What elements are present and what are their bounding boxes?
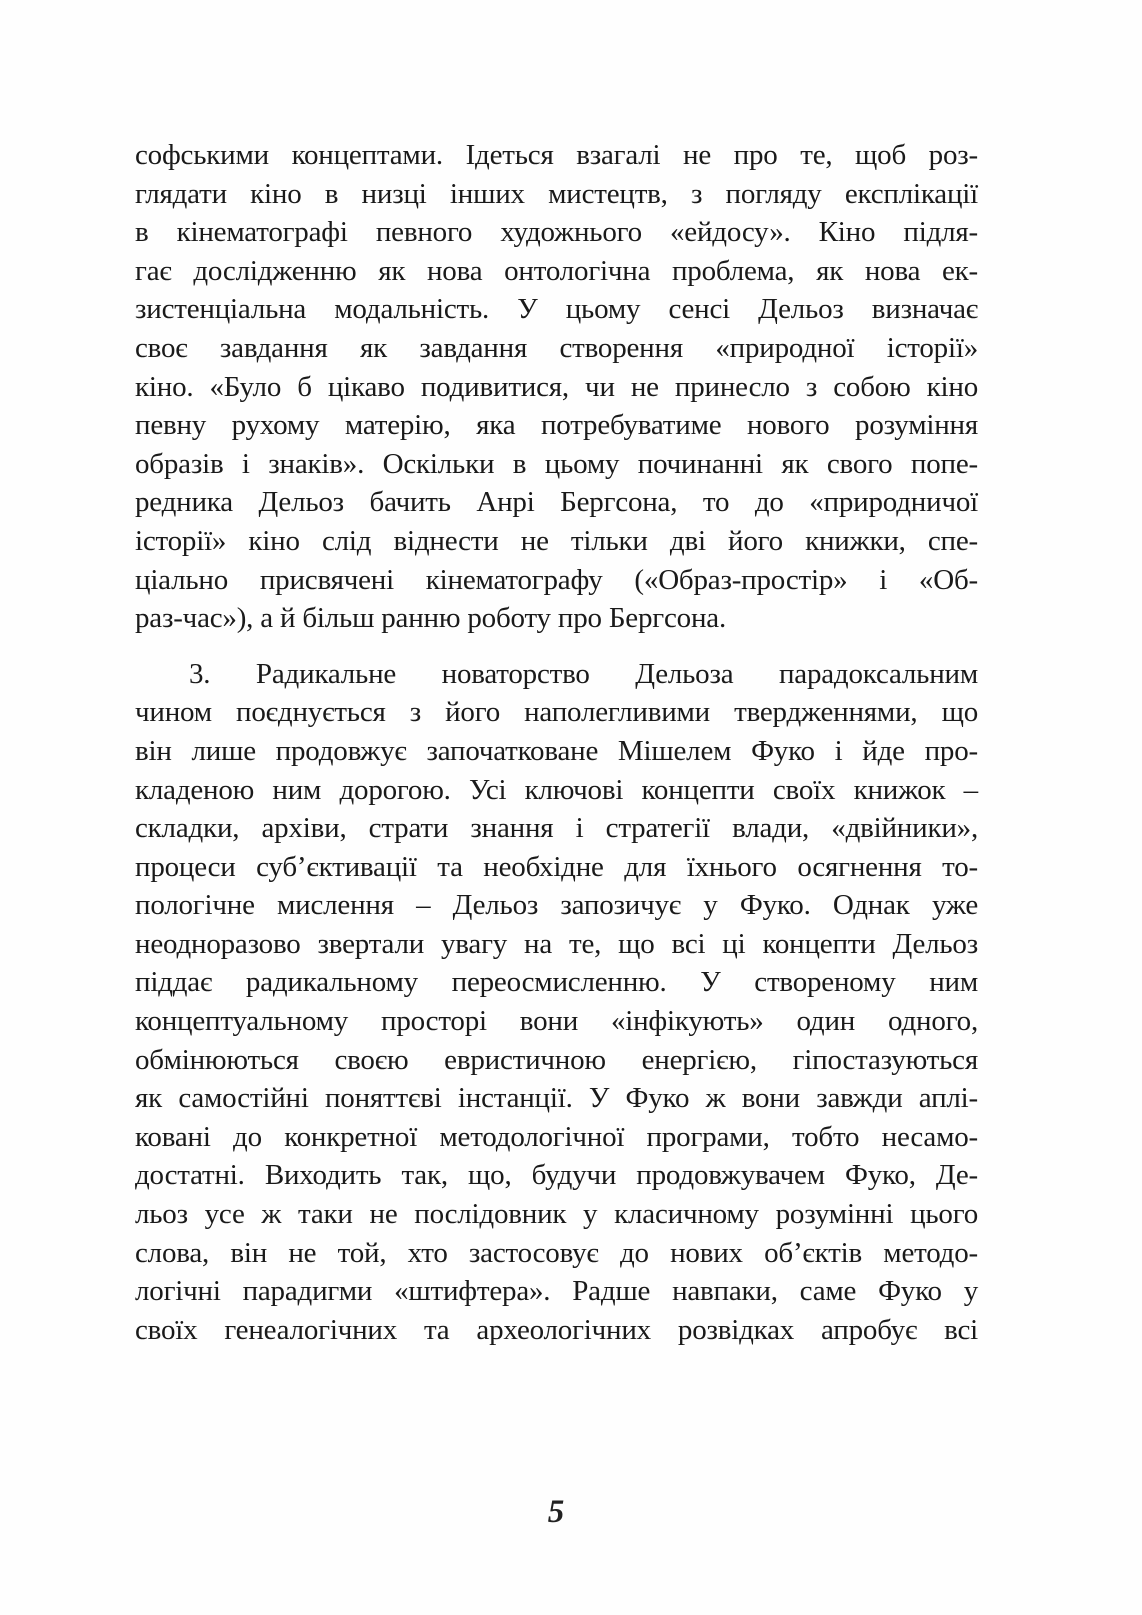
text-line: чином поєднується з його наполегливими твердженнями, що xyxy=(135,696,978,729)
text-line: він лише продовжує започатковане Мішелем Фуко і йде про- xyxy=(135,734,978,767)
text-line: глядати кіно в низці інших мистецтв, з погляду експлікації xyxy=(135,177,978,210)
text-line: як самостійні поняттєві інстанції. У Фуко ж вони завжди аплі- xyxy=(135,1082,978,1115)
text-line: слова, він не той, хто застосовує до нових об’єктів методо- xyxy=(135,1236,978,1269)
paragraph-1 xyxy=(135,136,978,638)
text-line: редника Дельоз бачить Анрі Бергсона, то до «природничої xyxy=(135,486,978,519)
text-line: своє завдання як завдання створення «природної історії» xyxy=(135,331,978,364)
page-number: 5 xyxy=(547,1494,565,1530)
text-line: процеси суб’єктивації та необхідне для їхнього осягнення то- xyxy=(135,850,978,883)
text-line: певну рухому матерію, яка потребуватиме нового розуміння xyxy=(135,409,978,442)
text-line: історії» кіно слід віднести не тільки дві його книжки, спе- xyxy=(135,524,978,557)
text-line: неодноразово звертали увагу на те, що всі ці концепти Дельоз xyxy=(135,927,978,960)
text-line: зистенціальна модальність. У цьому сенсі Дельоз визначає xyxy=(135,293,978,326)
text-line: льоз усе ж таки не послідовник у класичному розумінні цього xyxy=(135,1198,978,1231)
text-line: в кінематографі певного художнього «ейдосу». Кіно підля- xyxy=(135,216,978,249)
text-line: кладеною ним дорогою. Усі ключові концепти своїх книжок – xyxy=(135,773,978,806)
text-line: кіно. «Було б цікаво подивитися, чи не принесло з собою кіно xyxy=(135,370,978,403)
text-line: пологічне мислення – Дельоз запозичує у Фуко. Однак уже xyxy=(135,889,978,922)
text-line: раз-час»), а й більш ранню роботу про Бергсона. xyxy=(135,602,726,635)
text-line: піддає радикальному переосмисленню. У створеному ним xyxy=(135,966,978,999)
text-line: своїх генеалогічних та археологічних розвідках апробує всі xyxy=(135,1313,978,1346)
text-line: софськими концептами. Ідеться взагалі не про те, щоб роз- xyxy=(135,139,978,171)
text-line: логічні парадигми «штифтера». Радше навпаки, саме Фуко у xyxy=(135,1275,978,1308)
paragraph-2 xyxy=(135,655,978,1350)
text-line: 3. Радикальне новаторство Дельоза парадоксальним xyxy=(189,657,978,690)
text-line: достатні. Виходить так, що, будучи продовжувачем Фуко, Де- xyxy=(135,1159,978,1192)
text-line: ціально присвячені кінематографу («Образ-простір» і «Об- xyxy=(135,563,978,596)
text-line: гає дослідженню як нова онтологічна проблема, як нова ек- xyxy=(135,254,978,287)
text-line: образів і знаків». Оскільки в цьому починанні як свого попе- xyxy=(135,447,978,480)
text-line: складки, архіви, страти знання і стратегії влади, «двійники», xyxy=(135,812,978,845)
text-line: ковані до конкретної методологічної програми, тобто несамо- xyxy=(135,1120,978,1153)
text-line: концептуальному просторі вони «інфікують» один одного, xyxy=(135,1005,978,1038)
text-line: обмінюються своєю евристичною енергією, гіпостазуються xyxy=(135,1043,978,1076)
body-text xyxy=(135,136,978,1349)
paragraph-spacer xyxy=(135,638,978,655)
